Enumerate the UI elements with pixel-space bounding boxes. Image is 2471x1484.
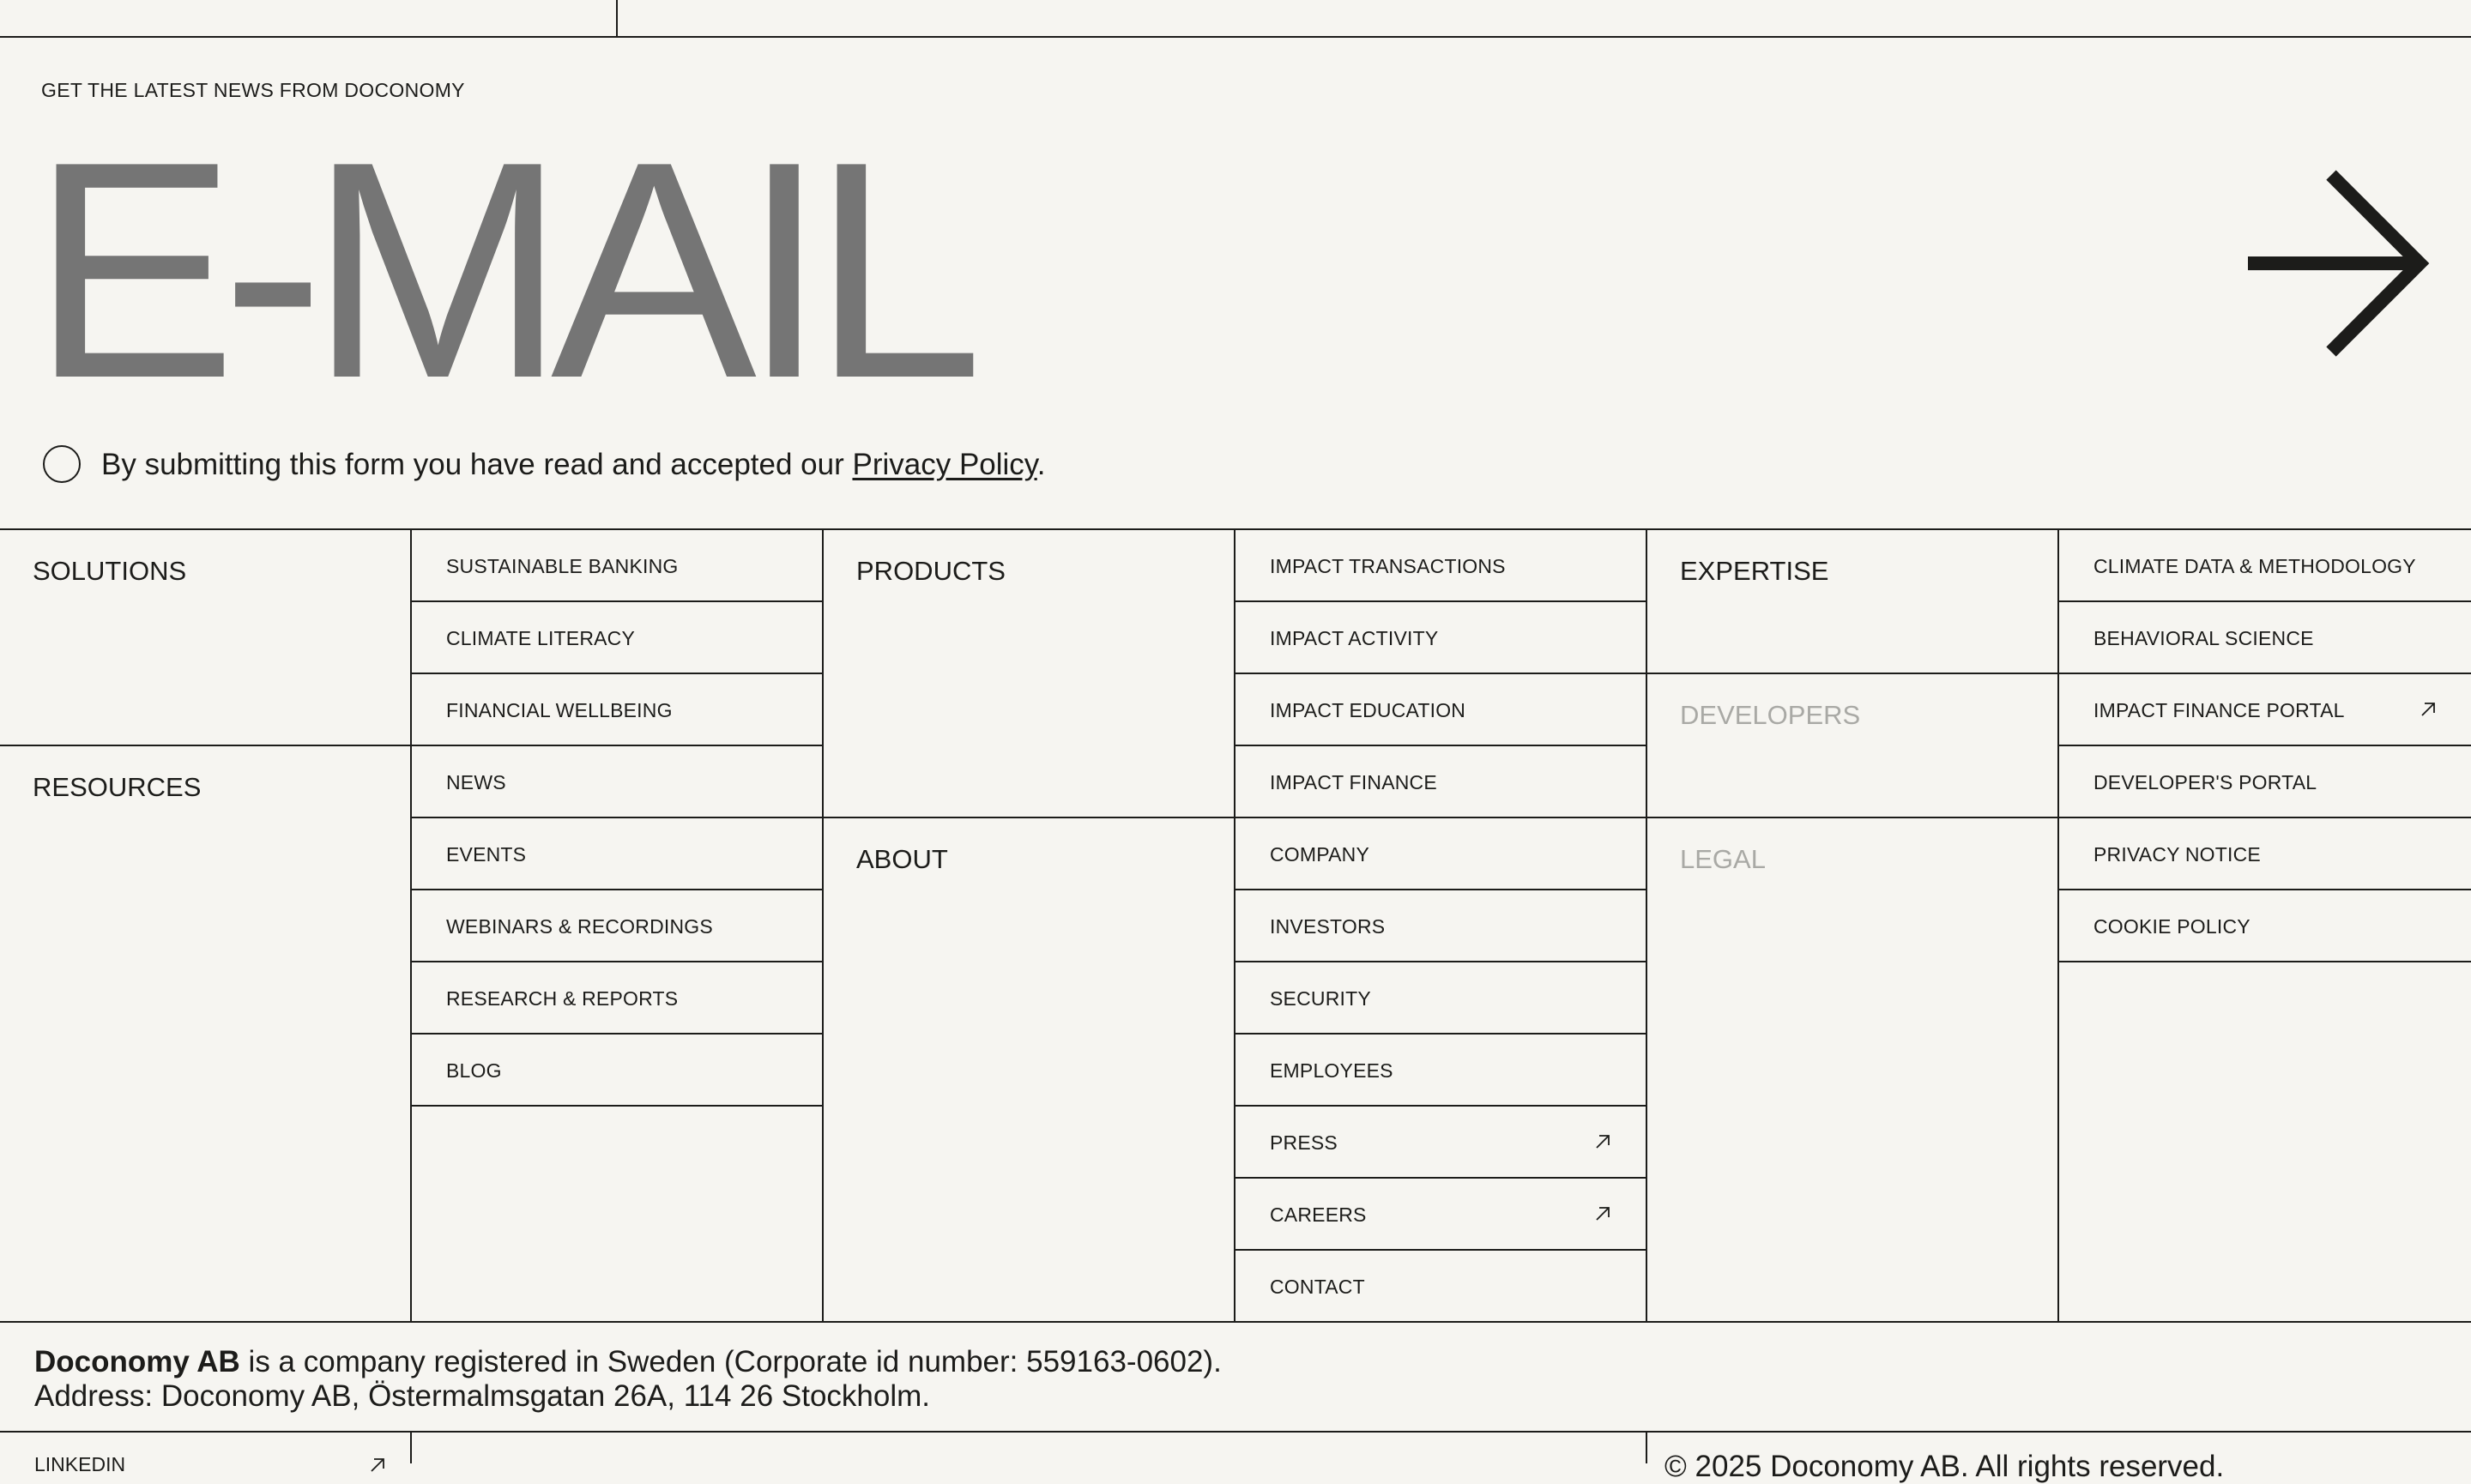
nav-link-careers[interactable] — [1236, 1179, 1646, 1249]
nav-link-label: INVESTORS — [1270, 915, 1386, 938]
nav-link-label: CONTACT — [1270, 1276, 1365, 1298]
arrow-right-icon — [2248, 168, 2437, 359]
nav-link-sustainable-banking[interactable] — [412, 530, 822, 600]
nav-link-label: CLIMATE LITERACY — [446, 627, 636, 649]
nav-link-label: FINANCIAL WELLBEING — [446, 699, 673, 721]
nav-link-label: COOKIE POLICY — [2093, 915, 2250, 938]
nav-link-impact-education[interactable] — [1236, 674, 1646, 745]
company-address: Address: Doconomy AB, Östermalmsgatan 26A, 114 26 Stockholm. — [34, 1379, 931, 1413]
nav-title-developers[interactable]: DEVELOPERS — [1680, 700, 1861, 730]
nav-title-products[interactable]: PRODUCTS — [856, 556, 1006, 586]
nav-link-climate-data[interactable] — [2059, 530, 2471, 600]
nav-link-developers-portal[interactable] — [2059, 746, 2471, 817]
nav-link-label: IMPACT ACTIVITY — [1270, 627, 1439, 649]
nav-link-label: SECURITY — [1270, 987, 1371, 1010]
nav-link-label: DEVELOPER'S PORTAL — [2093, 771, 2317, 793]
nav-link-impact-finance[interactable] — [1236, 746, 1646, 817]
section-divider — [1646, 817, 2059, 818]
nav-link-label: PRESS — [1270, 1131, 1338, 1154]
nav-link-impact-finance-portal[interactable] — [2059, 674, 2471, 745]
nav-link-label: RESEARCH & REPORTS — [446, 987, 679, 1010]
nav-title-legal[interactable]: LEGAL — [1680, 844, 1766, 874]
nav-link-financial-wellbeing[interactable] — [412, 674, 822, 745]
arrow-up-right-icon — [1594, 1205, 1611, 1222]
company-registration — [34, 1345, 1222, 1379]
nav-link-label: EMPLOYEES — [1270, 1059, 1393, 1082]
arrow-up-right-icon — [2420, 701, 2437, 718]
footer-link-label: LINKEDIN — [34, 1453, 126, 1475]
arrow-up-right-icon — [369, 1457, 386, 1474]
nav-link-label: EVENTS — [446, 843, 527, 866]
consent-text — [101, 448, 1045, 482]
nav-link-contact[interactable] — [1236, 1251, 1646, 1321]
nav-link-label: BEHAVIORAL SCIENCE — [2093, 627, 2314, 649]
footer-linkedin-link[interactable] — [34, 1453, 125, 1476]
nav-title-resources[interactable]: RESOURCES — [33, 772, 202, 802]
nav-link-climate-literacy[interactable] — [412, 602, 822, 673]
nav-column-divider — [1646, 528, 1647, 1323]
nav-link-label: IMPACT FINANCE — [1270, 771, 1437, 793]
top-divider — [0, 36, 2471, 38]
nav-link-label: CLIMATE DATA & METHODOLOGY — [2093, 555, 2416, 577]
privacy-policy-link[interactable]: Privacy Policy — [852, 448, 1037, 481]
arrow-up-right-icon — [1594, 1133, 1611, 1150]
nav-link-employees[interactable] — [1236, 1035, 1646, 1105]
footer-column-divider — [410, 1431, 412, 1463]
nav-title-solutions[interactable]: SOLUTIONS — [33, 556, 187, 586]
nav-link-label: IMPACT TRANSACTIONS — [1270, 555, 1506, 577]
nav-link-label: BLOG — [446, 1059, 502, 1082]
email-input[interactable] — [31, 129, 1146, 412]
nav-column-divider — [822, 528, 824, 1323]
footer-column-divider — [1646, 1431, 1647, 1463]
nav-link-blog[interactable] — [412, 1035, 822, 1105]
section-divider — [1646, 673, 2059, 674]
nav-title-about[interactable]: ABOUT — [856, 844, 948, 874]
nav-link-investors[interactable] — [1236, 890, 1646, 961]
link-divider — [412, 1105, 822, 1107]
nav-link-label: SUSTAINABLE BANKING — [446, 555, 679, 577]
footer-copyright: © 2025 Doconomy AB. All rights reserved. — [1664, 1450, 2225, 1483]
nav-link-research-reports[interactable] — [412, 962, 822, 1033]
nav-link-label: PRIVACY NOTICE — [2093, 843, 2261, 866]
nav-link-company[interactable] — [1236, 818, 1646, 889]
nav-link-webinars[interactable] — [412, 890, 822, 961]
footer-divider — [0, 1431, 2471, 1433]
section-divider — [822, 817, 1236, 818]
section-divider — [0, 745, 412, 746]
nav-link-label: NEWS — [446, 771, 506, 793]
nav-link-impact-activity[interactable] — [1236, 602, 1646, 673]
nav-bottom-divider — [0, 1321, 2471, 1323]
nav-link-press[interactable] — [1236, 1107, 1646, 1177]
nav-link-cookie-policy[interactable] — [2059, 890, 2471, 961]
nav-title-expertise[interactable]: EXPERTISE — [1680, 556, 1829, 586]
nav-link-label: COMPANY — [1270, 843, 1369, 866]
link-divider — [2059, 961, 2471, 962]
nav-link-label: CAREERS — [1270, 1203, 1367, 1226]
consent-radio[interactable] — [43, 445, 81, 483]
newsletter-kicker: GET THE LATEST NEWS FROM DOCONOMY — [41, 79, 465, 101]
nav-link-label: IMPACT EDUCATION — [1270, 699, 1466, 721]
nav-link-behavioral-science[interactable] — [2059, 602, 2471, 673]
consent-suffix: . — [1036, 448, 1046, 481]
consent-prefix: By submitting this form you have read and accepted our — [101, 448, 853, 481]
nav-link-label: IMPACT FINANCE PORTAL — [2093, 699, 2345, 721]
company-name: Doconomy AB — [34, 1345, 240, 1378]
nav-link-label: WEBINARS & RECORDINGS — [446, 915, 713, 938]
nav-link-impact-transactions[interactable] — [1236, 530, 1646, 600]
top-strip-divider — [616, 0, 618, 36]
company-registration-text: is a company registered in Sweden (Corporate id number: 559163-0602). — [239, 1345, 1222, 1378]
nav-link-security[interactable] — [1236, 962, 1646, 1033]
nav-link-news[interactable] — [412, 746, 822, 817]
nav-link-privacy-notice[interactable] — [2059, 818, 2471, 889]
nav-link-events[interactable] — [412, 818, 822, 889]
submit-button[interactable] — [2248, 168, 2437, 359]
